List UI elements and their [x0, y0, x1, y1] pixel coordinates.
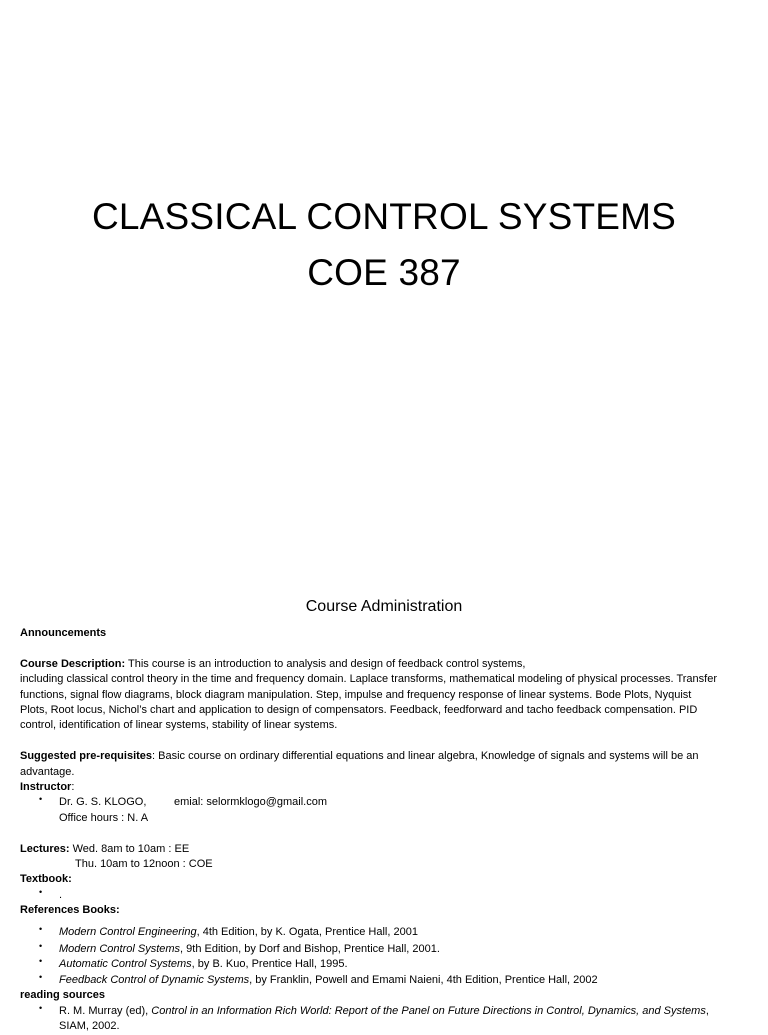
reference-title: Feedback Control of Dynamic Systems	[59, 973, 250, 986]
reference-details: , by B. Kuo, Prentice Hall, 1995.	[191, 958, 348, 971]
reference-title: Modern Control Engineering	[59, 925, 197, 938]
bullet-icon: •	[39, 1002, 43, 1013]
bullet-icon: •	[39, 886, 43, 897]
instructor-label: Instructor	[20, 781, 72, 794]
bullet-icon: •	[39, 956, 43, 967]
bullet-icon: •	[39, 971, 43, 982]
reading-author: R. M. Murray (ed),	[59, 1004, 152, 1017]
course-description-label: Course Description:	[20, 657, 126, 670]
bullet-icon: •	[39, 923, 43, 934]
reading-item	[20, 1004, 720, 1035]
reading-sources-label: reading sources	[20, 989, 105, 1002]
reading-details: , SIAM, 2002.	[59, 1004, 709, 1033]
lectures	[20, 842, 720, 857]
course-administration-slide	[0, 576, 768, 1033]
lectures-label: Lectures:	[20, 842, 70, 855]
course-description-line1: This course is an introduction to analysis and design of feedback control systems,	[125, 657, 526, 670]
lectures-line2: Thu. 10am to 12noon : COE	[75, 858, 213, 871]
prerequisites	[20, 749, 720, 780]
reference-item	[20, 973, 720, 988]
reading-title: Control in an Information Rich World: Report of the Panel on Future Directions in Control, Dynamics, and Systems	[151, 1004, 706, 1017]
textbook-text: .	[59, 888, 63, 901]
reference-details: , 9th Edition, by Dorf and Bishop, Prentice Hall, 2001.	[180, 943, 440, 956]
course-code: COE 387	[307, 252, 461, 293]
announcements-label: Announcements	[20, 627, 107, 639]
office-hours: Office hours : N. A	[59, 811, 149, 824]
course-title: CLASSICAL CONTROL SYSTEMS	[91, 196, 677, 237]
reference-title: Automatic Control Systems	[59, 958, 192, 971]
reference-title: Modern Control Systems	[59, 943, 181, 956]
bullet-icon: •	[39, 941, 43, 952]
references-label: References Books:	[20, 904, 120, 917]
lectures-line1: Wed. 8am to 10am : EE	[69, 842, 190, 855]
reference-details: , by Franklin, Powell and Emami Naieni, 4th Edition, Prentice Hall, 2002	[249, 973, 598, 986]
instructor-name: Dr. G. S. KLOGO,	[59, 796, 147, 809]
reference-item	[20, 942, 720, 957]
textbook-item	[20, 888, 720, 903]
reference-item	[20, 925, 720, 940]
course-description	[20, 657, 720, 734]
course-description-text: including classical control theory in the time and frequency domain. Laplace transforms, mathematical modeling of physical processes. Transfer functions, signal flow diagrams, block diagram manipulation. Step, impulse and frequency response of linear systems. Bode Plots, Nyquist Plots, Root locus, Nichol’s chart and application to design of compensators. Feedback, feedforward and tacho feedback compensation. PID control, identification of linear systems, stability of linear systems.	[20, 673, 718, 732]
slide-body	[20, 626, 720, 1035]
slide-heading: Course Administration	[305, 598, 463, 615]
prerequisites-text: : Basic course on ordinary differential equations and linear algebra, Knowledge of signals and systems will be an advantage.	[20, 750, 699, 778]
prerequisites-label: Suggested pre-requisites	[20, 750, 153, 763]
bullet-icon: •	[39, 794, 43, 805]
instructor-item	[20, 795, 720, 826]
reference-item	[20, 957, 720, 972]
reference-details: , 4th Edition, by K. Ogata, Prentice Hall, 2001	[196, 925, 418, 938]
instructor-label-row: Instructor:	[20, 781, 75, 794]
textbook-label: Textbook:	[20, 873, 72, 886]
instructor-email: emial: selormklogo@gmail.com	[174, 796, 327, 809]
